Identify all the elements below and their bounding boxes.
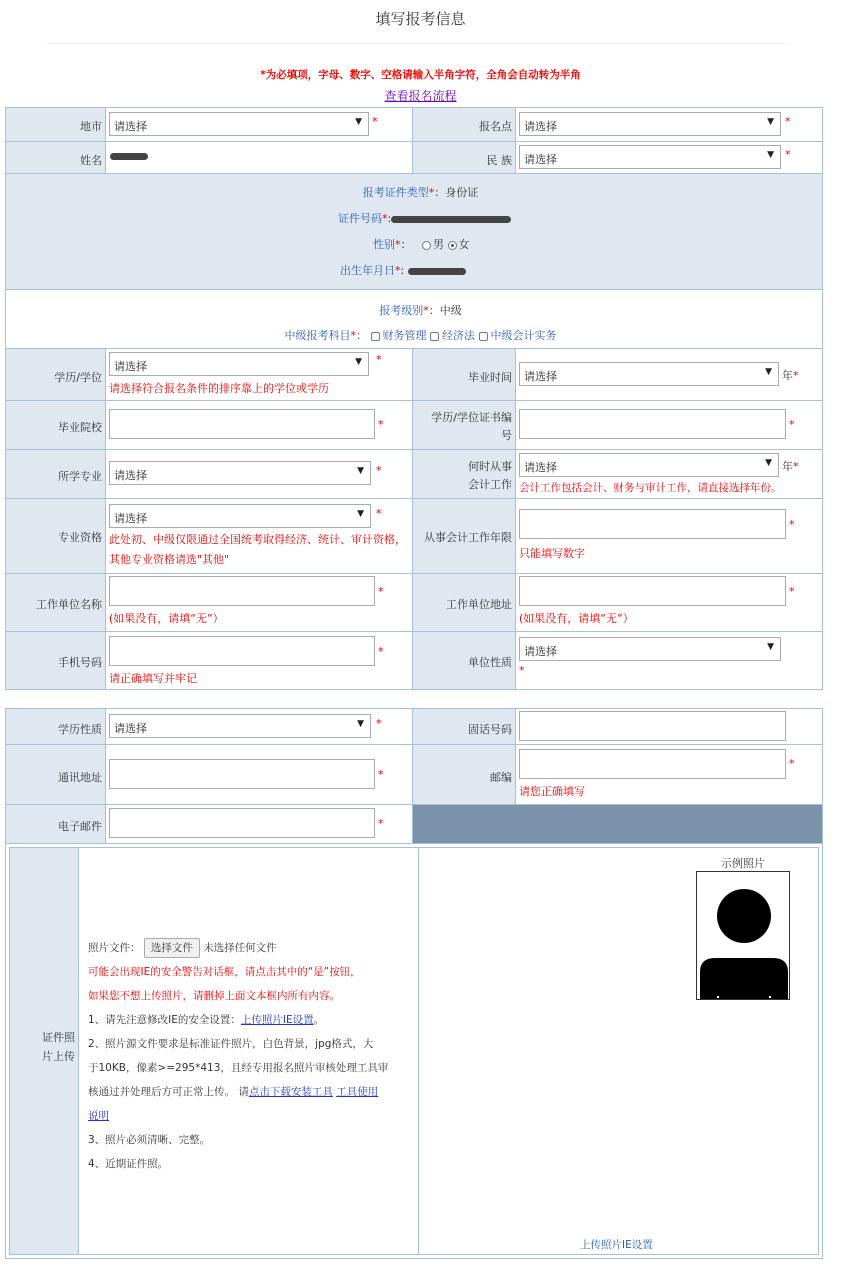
school-input[interactable]	[109, 409, 375, 439]
step2-line2: 于10KB，像素>=295*413，且经专用报名照片审核处理工具审	[88, 1062, 389, 1074]
required-star: *	[372, 115, 378, 128]
step2-line3: 核通过并处理后方可正常上传。 请	[88, 1086, 249, 1098]
required-star: *	[378, 585, 384, 598]
mobile-label: 手机号码	[5, 631, 106, 690]
email-input[interactable]	[109, 808, 375, 838]
photo-divider	[418, 848, 419, 1254]
cert-no-redacted	[391, 216, 511, 223]
required-star: *	[519, 664, 525, 677]
major-label: 所学专业	[5, 449, 106, 499]
choose-file-button[interactable]: 选择文件	[144, 938, 200, 958]
unit-type-label: 单位性质	[412, 631, 516, 690]
required-star: *	[785, 148, 791, 161]
employer-addr-input[interactable]	[519, 576, 786, 606]
tool-manual-link-cont[interactable]: 说明	[88, 1110, 109, 1122]
level-label: 报考级别	[379, 304, 424, 317]
photo-instructions	[88, 936, 414, 1176]
mobile-input[interactable]	[109, 636, 375, 666]
subject-checkbox[interactable]	[371, 332, 380, 341]
required-star: *	[789, 418, 795, 431]
required-star: *	[789, 518, 795, 531]
school-label: 毕业院校	[5, 400, 106, 450]
step3: 3、照片必须清晰、完整。	[88, 1134, 211, 1146]
employer-label: 工作单位名称	[5, 573, 106, 632]
years-label: 从事会计工作年限	[412, 498, 516, 574]
address-input[interactable]	[109, 759, 375, 789]
required-notice: *为必填项，字母、数字、空格请输入半角字符，全角会自动转为半角	[260, 69, 581, 81]
cert-type-value: 身份证	[445, 186, 479, 199]
nation-select[interactable]: 请选择 ▼	[519, 145, 781, 169]
phone-label: 固话号码	[412, 708, 516, 745]
birth-label: 出生年月日	[340, 264, 395, 277]
grad-time-label: 毕业时间	[412, 348, 516, 401]
name-cell	[105, 141, 413, 174]
required-star: *	[378, 817, 384, 830]
sample-photo	[696, 871, 790, 1000]
year-unit: 年*	[782, 369, 799, 382]
cert-type-row: 报考证件类型*：身份证	[362, 186, 479, 199]
required-star: *	[376, 464, 382, 477]
photo-label: 证件照 片上传	[10, 848, 79, 1254]
subjects-row: 中级报考科目*： 财务管理 经济法 中级会计实务	[284, 329, 557, 342]
required-star: *	[378, 768, 384, 781]
edu-type-select[interactable]: 请选择 ▼	[109, 714, 371, 738]
level-value: 中级	[439, 304, 462, 317]
gender-row: 性别*： 男 女	[373, 238, 470, 251]
unit-type-select[interactable]: 请选择 ▼	[519, 637, 781, 661]
registration-flow-link[interactable]: 查看报名流程	[384, 89, 457, 103]
edu-type-label: 学历性质	[5, 708, 106, 745]
step4: 4、近期证件照。	[88, 1158, 169, 1170]
gender-female-label: 女	[458, 238, 470, 251]
required-star: *	[378, 418, 384, 431]
sample-photo-label: 示例照片	[721, 857, 765, 870]
required-star: *	[789, 757, 795, 770]
required-star: *	[376, 507, 382, 520]
cert-no-edu-label: 学历/学位证书编 号	[412, 400, 516, 450]
subject-checkbox[interactable]	[479, 332, 488, 341]
qual-hint: 此处初、中级仅限通过全国统考取得经济、统计、审计资格，其他专业资格请选"其他"	[109, 533, 406, 566]
years-input[interactable]	[519, 509, 786, 539]
no-file-text: 未选择任何文件	[203, 942, 277, 954]
city-select[interactable]: 请选择 ▼	[109, 112, 369, 136]
major-select[interactable]: 请选择 ▼	[109, 461, 371, 485]
cert-no-row: 证件号码*:	[338, 210, 511, 226]
subject-label: 经济法	[442, 329, 475, 342]
edu-label: 学历/学位	[5, 348, 106, 401]
zip-input[interactable]	[519, 749, 786, 779]
qual-label: 专业资格	[5, 498, 106, 574]
required-star: *	[376, 353, 382, 366]
divider	[45, 43, 790, 44]
file-label: 照片文件：	[88, 942, 141, 954]
cert-type-label: 报考证件类型	[362, 186, 429, 199]
person-silhouette-icon	[697, 872, 790, 1000]
required-star: *	[785, 115, 791, 128]
step1-suffix: 。	[313, 1014, 325, 1026]
subject-label: 中级会计实务	[490, 329, 557, 342]
name-label: 姓名	[5, 141, 106, 174]
ie-settings-link[interactable]: 上传照片IE设置	[240, 1014, 314, 1026]
work-since-select[interactable]: 请选择 ▼	[519, 453, 779, 477]
employer-hint: (如果没有，请填“无”）	[109, 612, 224, 625]
subject-label: 财务管理	[382, 329, 427, 342]
city-label: 地市	[5, 107, 106, 142]
subjects-label: 中级报考科目	[284, 329, 351, 342]
required-star: *	[378, 645, 384, 658]
phone-input[interactable]	[519, 711, 786, 741]
level-row: 报考级别*：中级	[379, 304, 462, 317]
employer-addr-hint: (如果没有，请填“无”）	[519, 612, 634, 625]
qual-select[interactable]: 请选择 ▼	[109, 504, 371, 528]
birth-row: 出生年月日*:	[340, 262, 466, 278]
gender-female-radio[interactable]	[448, 241, 457, 250]
gender-male-label: 男	[433, 238, 444, 251]
zip-label: 邮编	[412, 744, 516, 805]
years-hint: 只能填写数字	[519, 547, 585, 560]
employer-input[interactable]	[109, 576, 375, 606]
download-tool-link[interactable]: 点击下载安装工具	[248, 1086, 333, 1098]
edu-hint: 请选择符合报名条件的排序靠上的学位或学历	[109, 382, 329, 395]
required-star: *	[789, 585, 795, 598]
work-since-label: 何时从事 会计工作	[412, 449, 516, 499]
birth-redacted	[408, 268, 466, 275]
edu-select[interactable]: 请选择 ▼	[109, 352, 369, 376]
gender-label: 性别	[373, 238, 395, 251]
required-star: *	[376, 717, 382, 730]
empty-dark-cell	[412, 804, 823, 844]
step2-line1: 2、照片源文件要求是标准证件照片，白色背景，jpg格式，大	[88, 1038, 374, 1050]
mobile-hint: 请正确填写并牢记	[109, 672, 197, 685]
name-value-redacted	[110, 153, 148, 160]
ie-settings-bottom-link[interactable]: 上传照片IE设置	[580, 1239, 653, 1251]
gender-male-radio[interactable]	[422, 241, 431, 250]
subject-checkbox[interactable]	[430, 332, 439, 341]
year-unit: 年*	[782, 460, 799, 473]
site-select[interactable]: 请选择 ▼	[519, 112, 781, 136]
tool-manual-link[interactable]: 工具使用	[336, 1086, 379, 1098]
warning-2: 如果您不想上传照片，请删掉上面文本框内所有内容。	[88, 990, 340, 1002]
step1-text: 1、请先注意修改IE的安全设置：	[88, 1014, 241, 1026]
warning-1: 可能会出现IE的安全警告对话框，请点击其中的“是”按钮，	[88, 966, 361, 978]
address-label: 通讯地址	[5, 744, 106, 805]
cert-no-label: 证件号码	[338, 212, 382, 225]
page-title: 填写报考信息	[375, 10, 466, 28]
employer-addr-label: 工作单位地址	[412, 573, 516, 632]
cert-no-edu-input[interactable]	[519, 409, 786, 439]
nation-label: 民 族	[412, 141, 516, 174]
work-since-hint: 会计工作包括会计、财务与审计工作，请直接选择年份。	[519, 482, 782, 494]
site-label: 报名点	[412, 107, 516, 142]
email-label: 电子邮件	[5, 804, 106, 844]
zip-hint: 请您正确填写	[519, 785, 585, 798]
grad-time-select[interactable]: 请选择 ▼	[519, 362, 779, 386]
